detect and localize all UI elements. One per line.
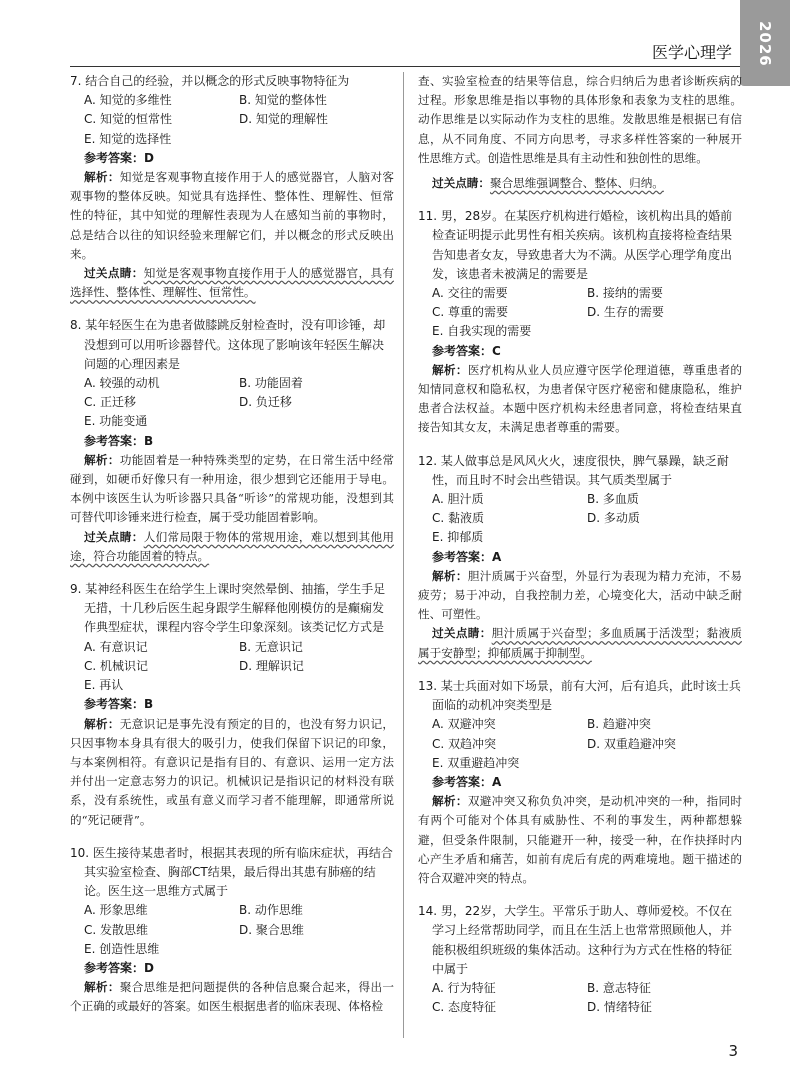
- reference-answer: 参考答案：A: [432, 549, 502, 564]
- analysis-text: 医疗机构从业人员应遵守医学伦理道德，尊重患者的知情同意权和隐私权，为患者保守医疗秘密和健康隐私，维护患者合法权益。本题中医疗机构未经患者同意，将检查结果直接告知其女友，未满足患者尊重的需要。: [418, 362, 742, 435]
- option-row: [432, 284, 742, 303]
- analysis: [70, 451, 394, 528]
- continuation-key-point: [418, 174, 742, 193]
- key-point: [70, 528, 394, 566]
- question-item: [70, 72, 394, 302]
- option-row: [432, 979, 742, 998]
- continuation-text: [418, 72, 742, 168]
- analysis: [70, 168, 394, 264]
- option-item: D. 双重趋避冲突: [587, 736, 676, 751]
- option-row: [432, 490, 742, 509]
- question-stem: 13. 某士兵面对如下场景，前有大河，后有追兵，此时该士兵面临的动机冲突类型是: [418, 678, 741, 713]
- question-options: [418, 715, 742, 773]
- option-item: B. 无意识记: [239, 639, 303, 654]
- question-stem: 9. 某神经科医生在给学生上课时突然晕倒、抽搐，学生手足无措，十几秒后医生起身跟学生解释他刚模仿的是癫痫发作典型症状，课程内容令学生印象深刻。该类记忆方式是: [70, 582, 386, 635]
- option-row: [84, 412, 394, 431]
- question-stem: 11. 男，28岁。在某医疗机构进行婚检，该机构出具的婚前检查证明提示此男性有相关疾病。该机构直接将检查结果告知患者女友，导致患者大为不满。从医学心理学角度出发，该患者未被满足的需要是: [418, 209, 733, 281]
- option-item: A. 行为特征: [432, 980, 496, 995]
- question-item: [70, 580, 394, 830]
- option-item: A. 知觉的多维性: [84, 93, 172, 108]
- option-row: [84, 901, 394, 920]
- reference-answer: 参考答案：A: [432, 774, 502, 789]
- question-stem: 12. 某人做事总是风风火火，速度很快，脾气暴躁，缺乏耐性，而且时不时会出些错误。其气质类型属于: [418, 453, 729, 487]
- option-item: E. 抑郁质: [432, 530, 484, 545]
- option-row: [84, 130, 394, 149]
- analysis: [70, 978, 394, 1016]
- option-item: E. 创造性思维: [84, 941, 160, 956]
- header-rule: [70, 66, 740, 67]
- option-row: [432, 528, 742, 547]
- key-point-label: 过关点睛：: [432, 626, 492, 641]
- analysis-label: 解析：: [84, 452, 120, 467]
- option-item: E. 功能变通: [84, 414, 148, 429]
- option-row: [84, 374, 394, 393]
- key-point-label: 过关点睛：: [84, 266, 144, 281]
- question-options: [70, 901, 394, 959]
- option-item: A. 双避冲突: [432, 717, 496, 732]
- key-point-label: 过关点睛：: [84, 529, 144, 544]
- option-item: D. 生存的需要: [587, 305, 664, 320]
- option-item: E. 双重避趋冲突: [432, 755, 520, 770]
- option-row: [432, 303, 742, 322]
- analysis-label: 解析：: [84, 716, 120, 731]
- option-item: D. 负迁移: [239, 395, 292, 410]
- option-row: [432, 754, 742, 773]
- question-stem: 8. 某年轻医生在为患者做膝跳反射检查时，没有叩诊锤，却没想到可以用听诊器替代。这体现了影响该年轻医生解决问题的心理因素是: [70, 318, 386, 371]
- option-item: B. 趋避冲突: [587, 717, 651, 732]
- option-item: C. 双趋冲突: [432, 736, 497, 751]
- question-item: [418, 452, 742, 663]
- question-stem: 14. 男，22岁，大学生。平常乐于助人、尊师爱校。不仅在学习上经常帮助同学，而且在生活上也常常照顾他人，并能积极组织班级的集体活动。这种行为方式在性格的特征中属于: [418, 904, 733, 976]
- key-point: [70, 264, 394, 302]
- analysis-text: 功能固着是一种特殊类型的定势，在日常生活中经常碰到，如硬币好像只有一种用途，很少想到它还能用于导电。本例中该医生认为听诊器只具备“听诊”的常规功能，没想到其可替代叩诊锤来进行检查，属于受功能固着影响。: [70, 452, 394, 525]
- option-item: D. 知觉的理解性: [239, 112, 328, 127]
- analysis: [418, 792, 742, 888]
- option-item: D. 理解识记: [239, 658, 304, 673]
- option-item: C. 发散思维: [84, 922, 149, 937]
- reference-answer: 参考答案：B: [84, 433, 154, 448]
- option-row: [84, 676, 394, 695]
- right-column: [418, 72, 742, 1031]
- option-item: C. 尊重的需要: [432, 305, 509, 320]
- continuation-body: 查、实验室检查的结果等信息，综合归纳后为患者诊断疾病的过程。形象思维是指以事物的具体形象和表象为支柱的思维。动作思维是以实际动作为支柱的思维。发散思维是根据已有信息，从不同角度、不同方向思考，寻求多样性答案的一种展开性思维方式。创造性思维是具有主动性和独创性的思维。: [418, 74, 742, 165]
- question-item: [418, 677, 742, 888]
- option-row: [84, 393, 394, 412]
- question-options: [418, 490, 742, 548]
- option-row: [432, 322, 742, 341]
- key-point-label: 过关点睛：: [432, 176, 490, 191]
- option-item: E. 知觉的选择性: [84, 131, 172, 146]
- option-item: C. 知觉的恒常性: [84, 112, 173, 127]
- option-item: B. 接纳的需要: [587, 286, 663, 301]
- question-options: [70, 374, 394, 432]
- column-divider: [403, 72, 404, 1038]
- option-row: [432, 509, 742, 528]
- option-item: E. 自我实现的需要: [432, 324, 532, 339]
- key-point-text: 人们常局限于物体的常规用途，难以想到其他用途，符合功能固着的特点。: [70, 529, 394, 563]
- analysis-label: 解析：: [432, 362, 468, 377]
- analysis-label: 解析：: [432, 568, 468, 583]
- option-row: [84, 110, 394, 129]
- key-point-text: 知觉是客观事物直接作用于人的感觉器官，具有选择性、整体性、理解性、恒常性。: [70, 266, 394, 300]
- question-item: [70, 316, 394, 566]
- reference-answer: 参考答案：D: [84, 150, 154, 165]
- option-item: D. 多动质: [587, 511, 640, 526]
- option-item: D. 聚合思维: [239, 922, 304, 937]
- analysis: [70, 715, 394, 830]
- option-row: [84, 921, 394, 940]
- reference-answer: 参考答案：C: [432, 343, 501, 358]
- question-stem: 10. 医生接待某患者时，根据其表现的所有临床症状，再结合其实验室检查、胸部CT结果，最后得出其患有肺癌的结论。医生这一思维方式属于: [70, 845, 393, 899]
- question-options: [70, 638, 394, 696]
- option-item: C. 态度特征: [432, 1000, 497, 1015]
- option-item: B. 多血质: [587, 492, 639, 507]
- question-options: [418, 284, 742, 342]
- option-item: A. 较强的动机: [84, 376, 160, 391]
- option-item: E. 再认: [84, 678, 124, 693]
- option-item: B. 知觉的整体性: [239, 93, 327, 108]
- right-questions: [418, 207, 742, 1017]
- option-row: [84, 940, 394, 959]
- page-number: 3: [728, 1042, 738, 1060]
- option-item: A. 交往的需要: [432, 286, 508, 301]
- analysis-label: 解析：: [432, 794, 468, 809]
- option-row: [432, 715, 742, 734]
- year-tab: [740, 0, 790, 86]
- option-item: B. 动作思维: [239, 903, 303, 918]
- analysis: [418, 361, 742, 438]
- option-item: A. 胆汁质: [432, 492, 484, 507]
- key-point-text: 聚合思维强调整合、整体、归纳。: [489, 176, 664, 191]
- option-item: C. 机械识记: [84, 658, 149, 673]
- question-options: [70, 91, 394, 149]
- option-item: B. 意志特征: [587, 980, 651, 995]
- option-row: [432, 998, 742, 1017]
- reference-answer: 参考答案：B: [84, 697, 154, 712]
- option-item: C. 黏液质: [432, 511, 485, 526]
- analysis-text: 胆汁质属于兴奋型，外显行为表现为精力充沛，不易疲劳；易于冲动，自我控制力差，心境变化大，活动中缺乏耐性、可塑性。: [418, 568, 742, 622]
- option-item: C. 正迁移: [84, 395, 137, 410]
- option-row: [84, 657, 394, 676]
- analysis-text: 无意识记是事先没有预定的目的，也没有努力识记，只因事物本身具有很大的吸引力，使我们保留下识记的印象，与本案例相符。有意识记是指有目的、有意识、运用一定方法并付出一定意志努力的识记。机械识记是指识记的材料没有联系，没有系统性，或虽有意义而学习者不能理解，即通常所说的“死记硬背”。: [70, 716, 394, 827]
- question-item: [70, 844, 394, 1017]
- reference-answer: 参考答案：D: [84, 960, 154, 975]
- analysis-label: 解析：: [84, 980, 120, 995]
- option-item: D. 情绪特征: [587, 1000, 652, 1015]
- section-title: 医学心理学: [651, 43, 732, 62]
- option-row: [84, 638, 394, 657]
- question-item: [418, 902, 742, 1017]
- question-item: [418, 207, 742, 437]
- question-options: [418, 979, 742, 1017]
- key-point-text: 胆汁质属于兴奋型；多血质属于活泼型；黏液质属于安静型；抑郁质属于抑制型。: [418, 626, 742, 660]
- question-stem: 7. 结合自己的经验，并以概念的形式反映事物特征为: [70, 74, 350, 88]
- analysis-text: 知觉是客观事物直接作用于人的感觉器官，人脑对客观事物的整体反映。知觉具有选择性、整体性、理解性、恒常性的特征，其中知觉的理解性表现为人在感知当前的事物时，总是结合以往的知识经验来理解它们，并以概念的形式反映出来。: [70, 170, 394, 261]
- option-item: A. 形象思维: [84, 903, 148, 918]
- left-column: [70, 72, 394, 1031]
- option-row: [432, 735, 742, 754]
- option-item: A. 有意识记: [84, 639, 148, 654]
- year-tab-label: 2026: [756, 21, 774, 67]
- key-point: [418, 624, 742, 662]
- analysis-text: 双避冲突又称负负冲突，是动机冲突的一种，指同时有两个可能对个体具有威胁性、不利的事发生，两种都想躲避，但受条件限制，只能避开一种，接受一种，在作抉择时内心产生矛盾和痛苦，如前有虎后有虎的两难境地。题干描述的符合双避冲突的特点。: [418, 794, 742, 885]
- option-item: B. 功能固着: [239, 376, 303, 391]
- analysis-text: 聚合思维是把问题提供的各种信息聚合起来，得出一个正确的或最好的答案。如医生根据患者的临床表现、体格检: [70, 980, 394, 1014]
- analysis: [418, 567, 742, 625]
- option-row: [84, 91, 394, 110]
- analysis-label: 解析：: [84, 170, 120, 185]
